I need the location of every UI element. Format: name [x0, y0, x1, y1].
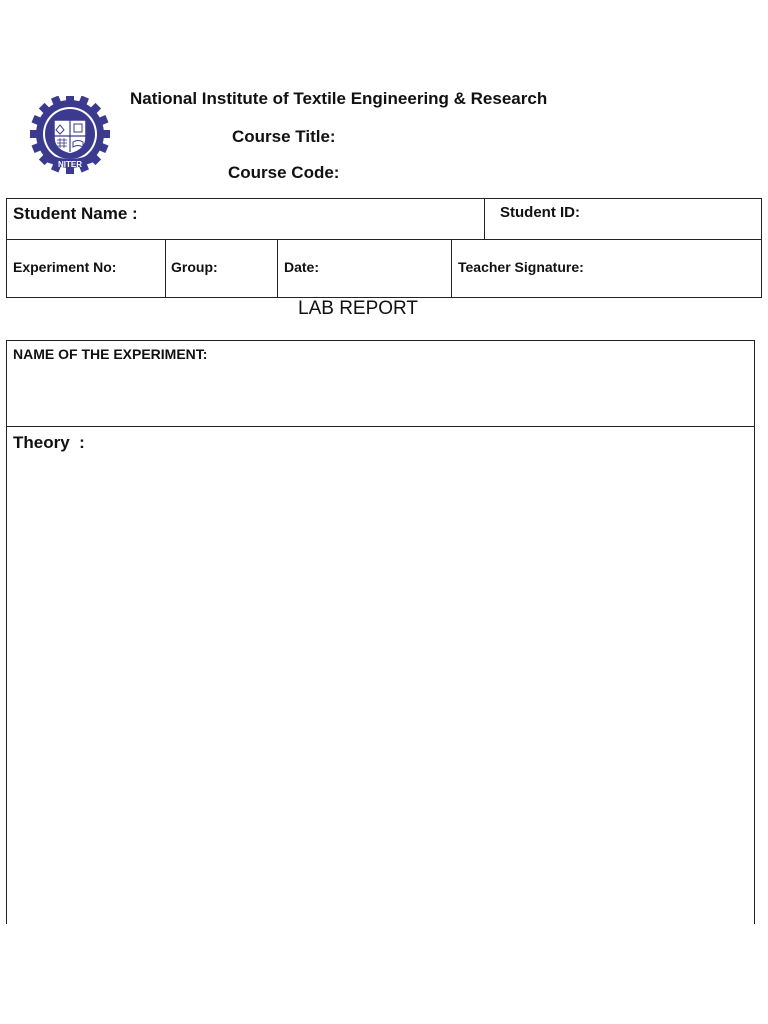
gear-tooth	[100, 130, 110, 138]
signature-divider	[451, 239, 452, 298]
teacher-signature-label: Teacher Signature:	[458, 259, 584, 275]
date-label: Date:	[284, 259, 320, 275]
student-id-label: Student ID:	[500, 204, 580, 221]
group-label: Group:	[171, 259, 218, 275]
logo-text: NITER	[58, 160, 82, 169]
info-table-row-divider	[6, 239, 762, 240]
niter-logo	[20, 96, 120, 176]
experiment-no-label: Experiment No:	[13, 259, 117, 275]
theory-label: Theory :	[13, 433, 85, 452]
report-body-box	[6, 340, 755, 924]
institute-name: National Institute of Textile Engineering & Research	[130, 89, 548, 108]
student-id-divider	[484, 198, 485, 239]
gear-tooth	[66, 96, 74, 104]
experiment-theory-divider	[6, 426, 755, 427]
student-name-label: Student Name :	[13, 204, 138, 223]
gear-tooth	[30, 130, 40, 138]
date-divider	[277, 239, 278, 298]
group-divider	[165, 239, 166, 298]
course-code-label: Course Code:	[228, 163, 340, 182]
experiment-name-label: NAME OF THE EXPERIMENT:	[13, 346, 208, 362]
course-title-label: Course Title:	[232, 127, 336, 146]
lab-report-title: LAB REPORT	[298, 298, 419, 319]
